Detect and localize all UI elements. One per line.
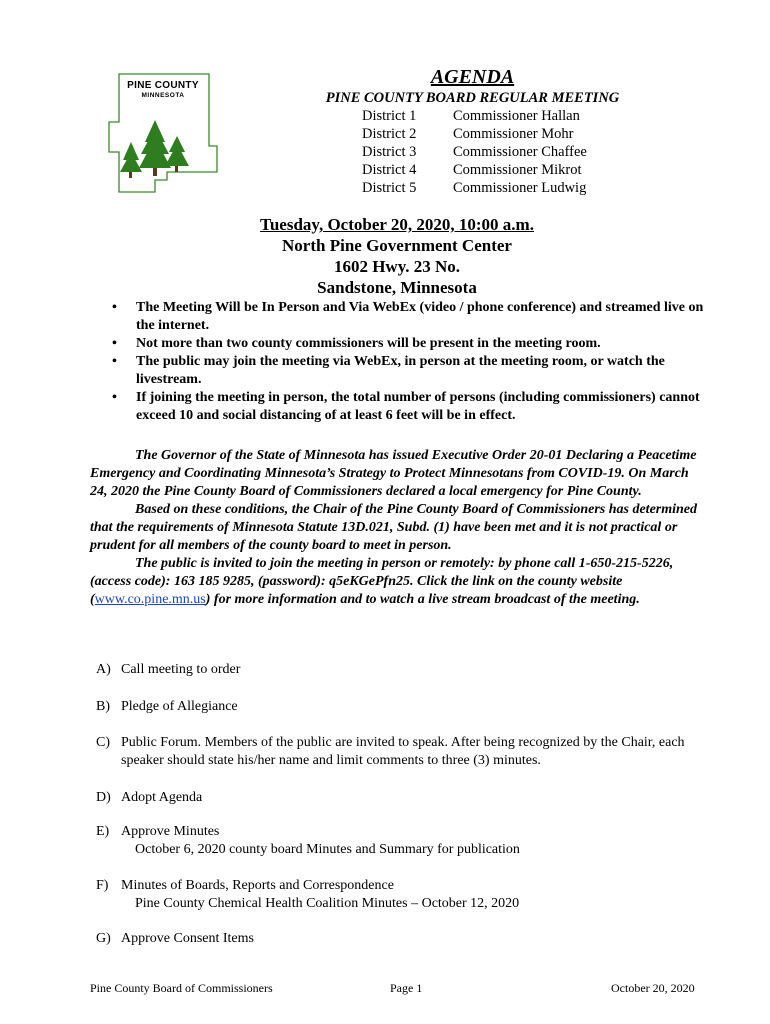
meeting-info — [200, 214, 594, 298]
list-item: • Not more than two county commissioners will be present in the meeting room. — [112, 336, 601, 351]
bullet-icon: • — [112, 336, 117, 351]
agenda-item — [96, 661, 706, 679]
logo-subtitle: MINNESOTA — [141, 92, 185, 99]
item-text: Pledge of Allegiance — [121, 699, 238, 714]
meeting-name: PINE COUNTY BOARD REGULAR MEETING — [325, 90, 620, 106]
list-item: • If joining the meeting in person, the total number of persons (including commissioners) cannot exceed 10 and social distancing of at least 6 feet will be in effect. — [112, 390, 700, 423]
emergency-notice — [90, 447, 705, 609]
item-text: Approve Minutes — [121, 824, 220, 839]
district-row — [362, 161, 587, 179]
agenda-item — [96, 823, 706, 859]
bullet-icon: • — [112, 300, 117, 315]
bullet-icon: • — [112, 354, 117, 369]
item-text: Approve Consent Items — [121, 931, 254, 946]
item-text: Call meeting to order — [121, 662, 241, 677]
list-item: • The public may join the meeting via WebEx, in person at the meeting room, or watch the livestream. — [112, 354, 665, 387]
meeting-location: North Pine Government Center — [282, 236, 512, 255]
agenda-item — [96, 789, 706, 807]
notice-paragraph: The Governor of the State of Minnesota has issued Executive Order 20-01 Declaring a Peacetime Emergency and Coordinating Minnesota’s Strategy to Protect Minnesotans from COVID-19. On March 24, 2020 the Pine County Board of Commissioners declared a local emergency for Pine County. — [90, 448, 697, 499]
agenda-item — [96, 698, 706, 716]
district-label: District 2 — [362, 126, 417, 142]
commissioner-name: Commissioner Ludwig — [453, 180, 587, 196]
agenda-title: AGENDA — [430, 66, 515, 88]
district-row — [362, 125, 587, 143]
item-text: Minutes of Boards, Reports and Correspondence — [121, 878, 394, 893]
meeting-address: 1602 Hwy. 23 No. — [333, 257, 461, 276]
item-subtext: Pine County Chemical Health Coalition Minutes – October 12, 2020 — [135, 896, 520, 911]
item-letter: F) — [96, 878, 109, 893]
commissioner-name: Commissioner Mohr — [453, 126, 574, 142]
county-logo — [107, 72, 219, 194]
district-row — [362, 179, 587, 197]
item-letter: E) — [96, 824, 110, 839]
district-label: District 4 — [362, 162, 417, 178]
commissioner-name: Commissioner Chaffee — [453, 144, 587, 160]
agenda-item — [96, 930, 706, 948]
item-letter: B) — [96, 699, 110, 714]
item-letter: D) — [96, 790, 111, 805]
item-letter: G) — [96, 931, 111, 946]
agenda-item — [96, 877, 706, 913]
commissioner-name: Commissioner Mikrot — [453, 162, 582, 178]
bullet-icon: • — [112, 390, 117, 405]
district-label: District 5 — [362, 180, 417, 196]
notice-paragraph: The public is invited to join the meeting in person or remotely: by phone call 1-650-215-5226, (access code): 163 185 9285, (password): q5eKGePfn25. Click the link on the county website (www.co.pine.mn.us) for more information and to watch a live stream broadcast of the meeting. — [90, 556, 674, 607]
item-text: Public Forum. Members of the public are invited to speak. After being recognized by the Chair, each speaker should state his/her name and limit comments to three (3) minutes. — [121, 735, 685, 768]
item-letter: A) — [96, 662, 111, 677]
meeting-notes — [112, 299, 712, 425]
item-letter: C) — [96, 735, 110, 750]
logo-title: PINE COUNTY — [127, 80, 199, 91]
item-text: Adopt Agenda — [121, 790, 203, 805]
footer-page-number: Page 1 — [390, 981, 423, 995]
meeting-date-time: Tuesday, October 20, 2020, 10:00 a.m. — [260, 215, 534, 234]
district-label: District 1 — [362, 108, 417, 124]
meeting-city: Sandstone, Minnesota — [317, 278, 477, 297]
county-website-link[interactable]: www.co.pine.mn.us — [94, 592, 206, 607]
district-row — [362, 107, 587, 125]
district-list — [362, 107, 587, 197]
footer-date: October 20, 2020 — [611, 981, 695, 995]
footer-board-name: Pine County Board of Commissioners — [90, 981, 273, 995]
agenda-item — [96, 734, 706, 770]
item-subtext: October 6, 2020 county board Minutes and Summary for publication — [135, 842, 520, 857]
district-row — [362, 143, 587, 161]
commissioner-name: Commissioner Hallan — [453, 108, 580, 124]
district-label: District 3 — [362, 144, 417, 160]
notice-paragraph: Based on these conditions, the Chair of the Pine County Board of Commissioners has determined that the requirements of Minnesota Statute 13D.021, Subd. (1) have been met and it is not practical or prudent for all members of the county board to meet in person. — [90, 502, 698, 553]
list-item: • The Meeting Will be In Person and Via WebEx (video / phone conference) and streamed live on the internet. — [112, 300, 704, 333]
